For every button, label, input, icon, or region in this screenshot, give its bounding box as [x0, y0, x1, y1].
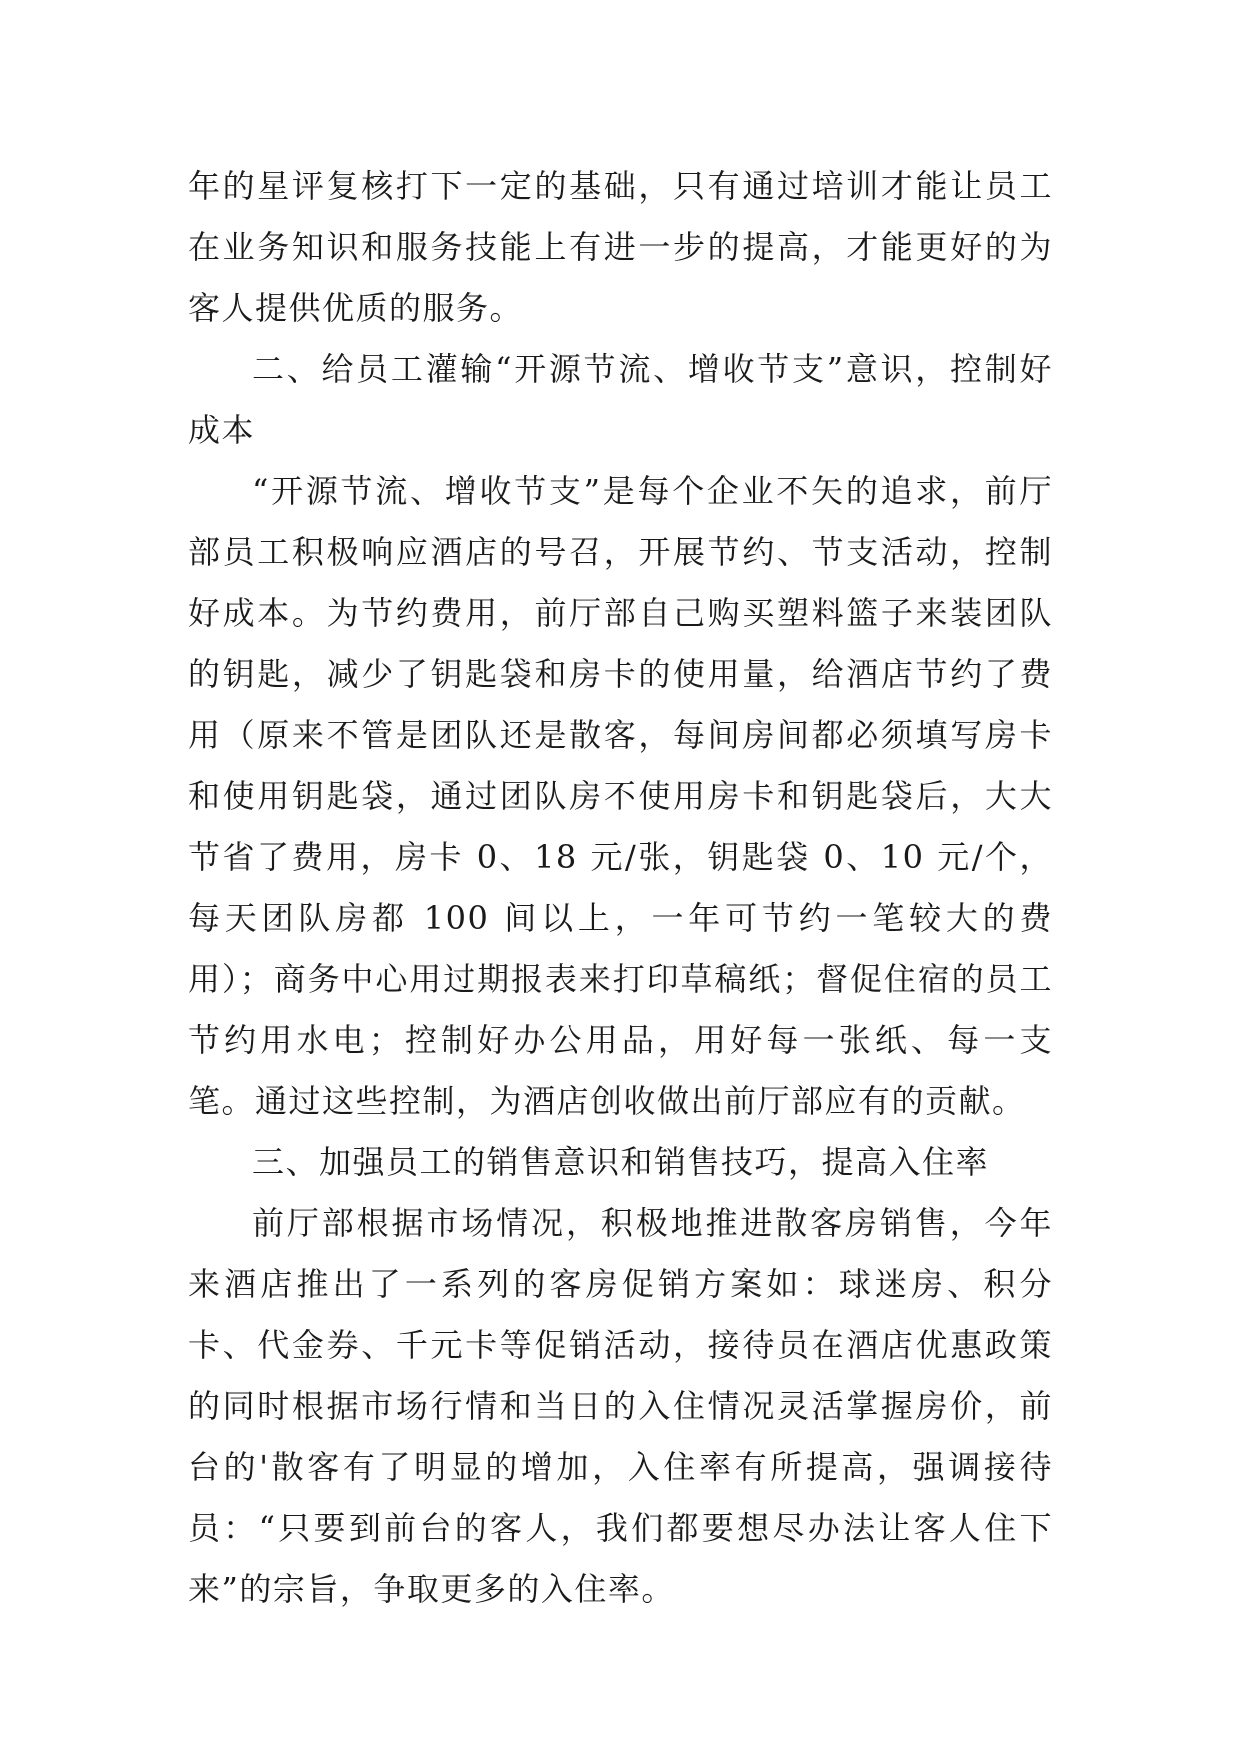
paragraph-sales: 前厅部根据市场情况，积极地推进散客房销售，今年来酒店推出了一系列的客房促销方案如：球迷房、积分卡、代金券、千元卡等促销活动，接待员在酒店优惠政策的同时根据市场行情和当日的入住情况灵活掌握房价，前台的'散客有了明显的增加，入住率有所提高，强调接待员：“只要到前台的客人，我们都要想尽办法让客人住下来”的宗旨，争取更多的入住率。 — [188, 1204, 1053, 1608]
paragraph-cost-control: “开源节流、增收节支”是每个企业不矢的追求，前厅部员工积极响应酒店的号召，开展节约、节支活动，控制好成本。为节约费用，前厅部自己购买塑料篮子来装团队的钥匙，减少了钥匙袋和房卡的使用量，给酒店节约了费用（原来不管是团队还是散客，每间房间都必须填写房卡和使用钥匙袋，通过团队房不使用房卡和钥匙袋后，大大节省了费用，房卡 0、18 元/张，钥匙袋 0、10 元/个，每天团队房都 100 间以上，一年可节约一笔较大的费用）；商务中心用过期报表来打印草稿纸；督促住宿的员工节约用水电；控制好办公用品，用好每一张纸、每一支笔。通过这些控制，为酒店创收做出前厅部应有的贡献。 — [188, 472, 1053, 1120]
paragraph-training-conclusion: 年的星评复核打下一定的基础，只有通过培训才能让员工在业务知识和服务技能上有进一步的提高，才能更好的为客人提供优质的服务。 — [188, 167, 1053, 327]
document-body — [188, 156, 1053, 1620]
section-heading-sales: 三、加强员工的销售意识和销售技巧，提高入住率 — [252, 1143, 990, 1181]
section-heading-cost-control: 二、给员工灌输“开源节流、增收节支”意识，控制好成本 — [188, 350, 1053, 449]
